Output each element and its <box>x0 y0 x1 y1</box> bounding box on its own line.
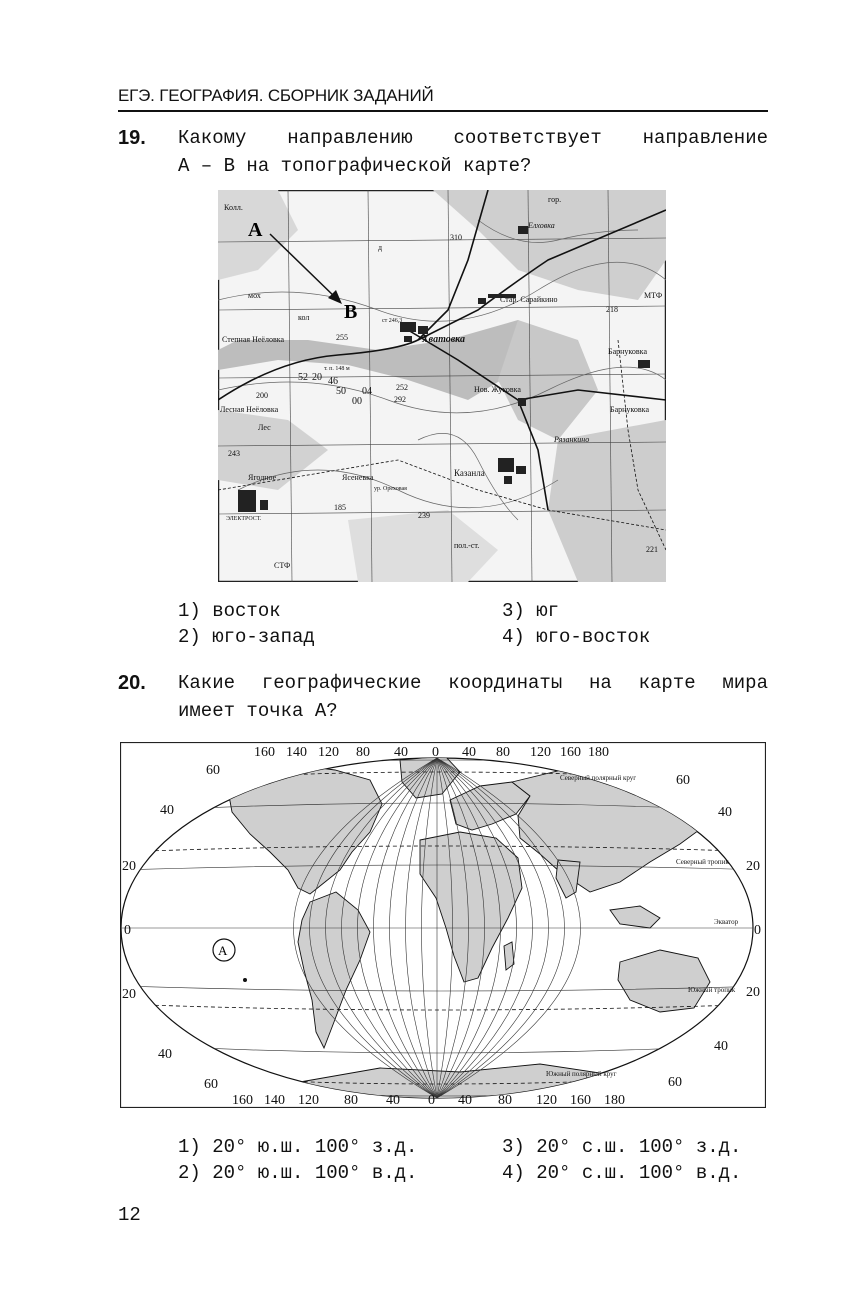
topo-label-kol: кол <box>298 313 310 322</box>
topo-label-stf: СТФ <box>274 561 291 570</box>
topo-label-kazanla: Казанла <box>454 468 485 478</box>
bottom-lon-10: 180 <box>604 1093 625 1108</box>
question-20-text <box>178 669 768 725</box>
lat-right-60s: 60 <box>668 1075 682 1090</box>
top-lon-9: 160 <box>560 745 581 760</box>
lat-left-40n: 40 <box>160 803 174 818</box>
lat-right-20s: 20 <box>746 985 760 1000</box>
lat-right-20n: 20 <box>746 859 760 874</box>
question-19-number: 19. <box>118 127 146 149</box>
topo-label-star-saraikino: Стар. Сарайкино <box>500 295 558 304</box>
topo-label-mokh: мох <box>248 291 261 300</box>
top-lon-1: 140 <box>286 745 307 760</box>
q19-option-4: 4) юго-восток <box>502 626 651 648</box>
topo-label-elkhovka: Елховка <box>528 221 555 230</box>
top-lon-10: 180 <box>588 745 609 760</box>
top-lon-0: 160 <box>254 745 275 760</box>
q19-option-1: 1) восток <box>178 600 281 622</box>
topo-label-185: 185 <box>334 503 346 512</box>
topo-point-b: B <box>344 301 358 323</box>
topo-label-200: 200 <box>256 391 268 400</box>
topo-label-barnukovka-2: Барнуковка <box>610 405 649 414</box>
top-lon-8: 120 <box>530 745 551 760</box>
top-lon-7: 80 <box>496 745 510 760</box>
question-20-number: 20. <box>118 672 146 694</box>
topo-label-gor: гор. <box>548 195 562 204</box>
topo-grid-46: 46 <box>328 376 338 387</box>
top-lon-4: 40 <box>394 745 408 760</box>
topo-label-ur-orekhovaya: ур. Ореховая <box>374 486 407 492</box>
question-20-line2: имеет точка А? <box>178 700 338 722</box>
lat-right-60n: 60 <box>676 773 690 788</box>
topo-label-252: 252 <box>396 383 408 392</box>
lat-left-20n: 20 <box>122 859 136 874</box>
page-number: 12 <box>118 1204 141 1226</box>
question-19-text <box>178 124 768 180</box>
top-lon-5: 0 <box>432 745 439 760</box>
topo-label-tp148: т. п. 148 м <box>324 366 350 372</box>
topo-label-243: 243 <box>228 449 240 458</box>
top-lon-2: 120 <box>318 745 339 760</box>
lat-left-60s: 60 <box>204 1077 218 1092</box>
topo-label-stepnaya: Степная Неёловка <box>222 335 285 344</box>
q20-option-2: 2) 20° ю.ш. 100° в.д. <box>178 1162 418 1184</box>
topographic-map <box>218 190 666 582</box>
topo-label-koll: Колл. <box>224 203 243 212</box>
lat-right-40s: 40 <box>714 1039 728 1054</box>
label-arctic-circle: Северный полярный круг <box>560 774 637 782</box>
topo-label-ryazankino: Рязанкино <box>554 435 590 444</box>
world-point-a: A <box>218 943 228 958</box>
label-tropic-cancer: Северный тропик <box>676 858 729 866</box>
topo-label-255: 255 <box>336 333 348 342</box>
topo-label-d: д <box>378 243 383 252</box>
lat-left-60n: 60 <box>206 763 220 778</box>
topo-label-239: 239 <box>418 511 430 520</box>
topo-label-lesnaya: Лесная Неёловка <box>220 405 279 414</box>
bottom-lon-7: 80 <box>498 1093 512 1108</box>
bottom-lon-2: 120 <box>298 1093 319 1108</box>
topo-label-310: 310 <box>450 233 462 242</box>
topo-grid-50: 50 <box>336 386 346 397</box>
question-19-line1: Какому направлению соответствует направление <box>178 127 768 149</box>
label-antarctic-circle: Южный полярный круг <box>546 1070 617 1078</box>
topo-point-a: A <box>248 219 263 241</box>
q20-option-4: 4) 20° с.ш. 100° в.д. <box>502 1162 742 1184</box>
topo-label-khvatovka: Хватовка <box>422 334 466 345</box>
topo-grid-52: 52 <box>298 372 308 383</box>
topo-label-st246: ст 246,3 <box>382 318 403 324</box>
topo-label-mtf: МТФ <box>644 291 663 300</box>
question-19-line2: А – В на топографической карте? <box>178 155 532 177</box>
bottom-lon-0: 160 <box>232 1093 253 1108</box>
header-rule <box>118 110 768 112</box>
q20-option-3: 3) 20° с.ш. 100° з.д. <box>502 1136 742 1158</box>
lat-left-40s: 40 <box>158 1047 172 1062</box>
bottom-lon-4: 40 <box>386 1093 400 1108</box>
world-map <box>120 742 766 1108</box>
topo-label-barnukovka: Барнуковка <box>608 347 647 356</box>
running-header: ЕГЭ. ГЕОГРАФИЯ. СБОРНИК ЗАДАНИЙ <box>118 86 434 105</box>
lat-left-0: 0 <box>124 923 131 938</box>
question-20-line1: Какие географические координаты на карте мира <box>178 672 768 694</box>
topo-label-292: 292 <box>394 395 406 404</box>
topo-label-nov-zhukovka: Нов. Жуковка <box>474 385 521 394</box>
bottom-lon-1: 140 <box>264 1093 285 1108</box>
topo-label-218: 218 <box>606 305 618 314</box>
q20-option-1: 1) 20° ю.ш. 100° з.д. <box>178 1136 418 1158</box>
q19-option-2: 2) юго-запад <box>178 626 315 648</box>
label-tropic-capricorn: Южный тропик <box>688 986 736 994</box>
top-lon-6: 40 <box>462 745 476 760</box>
topo-label-yagodnoe: Ягодное <box>248 473 277 482</box>
topo-grid-04: 04 <box>362 386 372 397</box>
lat-right-40n: 40 <box>718 805 732 820</box>
bottom-lon-5: 0 <box>428 1093 435 1108</box>
topo-grid-20: 20 <box>312 372 322 383</box>
lat-left-20s: 20 <box>122 987 136 1002</box>
bottom-lon-3: 80 <box>344 1093 358 1108</box>
topo-grid-00: 00 <box>352 396 362 407</box>
topo-label-yasenevka: Ясеневка <box>342 473 374 482</box>
top-lon-3: 80 <box>356 745 370 760</box>
bottom-lon-8: 120 <box>536 1093 557 1108</box>
label-equator: Экватор <box>714 918 739 926</box>
topo-label-221: 221 <box>646 545 658 554</box>
bottom-lon-6: 40 <box>458 1093 472 1108</box>
topo-label-pol-st: пол.-ст. <box>454 541 480 550</box>
topo-label-electrost: ЭЛЕКТРОСТ. <box>226 516 262 522</box>
bottom-lon-9: 160 <box>570 1093 591 1108</box>
lat-right-0: 0 <box>754 923 761 938</box>
q19-option-3: 3) юг <box>502 600 560 622</box>
topo-label-les: Лес <box>258 423 271 432</box>
